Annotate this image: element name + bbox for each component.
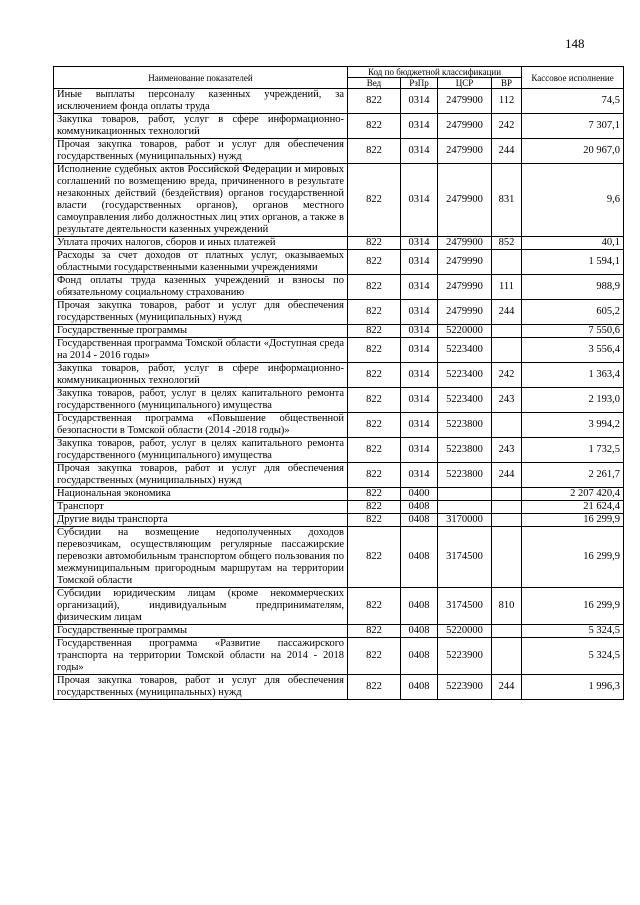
table-row bbox=[54, 388, 624, 413]
cell-csr bbox=[438, 488, 492, 501]
cell-name: Субсидии на возмещение недополученных доходов перевозчикам, осуществляющим регулярные пассажирские перевозки автомобильным транспортом общего пользования по межмуниципальным пригородным маршрутам на территории Томской области bbox=[54, 527, 348, 588]
cell-rzpr: 0314 bbox=[401, 300, 438, 325]
table-row bbox=[54, 164, 624, 237]
cell-amount: 3 556,4 bbox=[522, 338, 624, 363]
cell-rzpr: 0314 bbox=[401, 275, 438, 300]
cell-vr: 852 bbox=[492, 237, 522, 250]
cell-amount: 1 732,5 bbox=[522, 438, 624, 463]
cell-name: Транспорт bbox=[54, 501, 348, 514]
table-row bbox=[54, 488, 624, 501]
cell-vr bbox=[492, 638, 522, 675]
cell-vr bbox=[492, 413, 522, 438]
cell-vr bbox=[492, 625, 522, 638]
cell-csr: 2479900 bbox=[438, 139, 492, 164]
cell-vr: 243 bbox=[492, 388, 522, 413]
cell-name: Закупка товаров, работ, услуг в сфере информационно-коммуникационных технологий bbox=[54, 363, 348, 388]
header-vr: ВР bbox=[492, 78, 522, 89]
page-number: 148 bbox=[565, 36, 585, 51]
cell-rzpr: 0314 bbox=[401, 388, 438, 413]
cell-ved: 822 bbox=[348, 250, 401, 275]
cell-rzpr: 0314 bbox=[401, 89, 438, 114]
cell-ved: 822 bbox=[348, 275, 401, 300]
cell-csr: 5223800 bbox=[438, 438, 492, 463]
cell-amount: 16 299,9 bbox=[522, 588, 624, 625]
table-row bbox=[54, 638, 624, 675]
cell-name: Прочая закупка товаров, работ и услуг для обеспечения государственных (муниципальных) нужд bbox=[54, 463, 348, 488]
header-amount: Кассовое исполнение bbox=[522, 67, 624, 89]
cell-ved: 822 bbox=[348, 514, 401, 527]
cell-ved: 822 bbox=[348, 488, 401, 501]
cell-ved: 822 bbox=[348, 164, 401, 237]
table-row bbox=[54, 275, 624, 300]
cell-name: Прочая закупка товаров, работ и услуг для обеспечения государственных (муниципальных) нужд bbox=[54, 139, 348, 164]
table-row bbox=[54, 250, 624, 275]
cell-rzpr: 0314 bbox=[401, 164, 438, 237]
cell-rzpr: 0314 bbox=[401, 139, 438, 164]
cell-amount: 21 624,4 bbox=[522, 501, 624, 514]
cell-ved: 822 bbox=[348, 463, 401, 488]
cell-amount: 7 307,1 bbox=[522, 114, 624, 139]
cell-ved: 822 bbox=[348, 89, 401, 114]
cell-name: Субсидии юридическим лицам (кроме некоммерческих организаций), индивидуальным предпринимателям, физическим лицам bbox=[54, 588, 348, 625]
cell-csr: 2479900 bbox=[438, 114, 492, 139]
table-row bbox=[54, 588, 624, 625]
cell-amount: 5 324,5 bbox=[522, 638, 624, 675]
cell-ved: 822 bbox=[348, 388, 401, 413]
cell-ved: 822 bbox=[348, 501, 401, 514]
table-row bbox=[54, 438, 624, 463]
cell-csr: 2479990 bbox=[438, 300, 492, 325]
cell-rzpr: 0408 bbox=[401, 675, 438, 700]
table-row bbox=[54, 501, 624, 514]
cell-vr: 242 bbox=[492, 114, 522, 139]
cell-amount: 5 324,5 bbox=[522, 625, 624, 638]
cell-csr: 2479990 bbox=[438, 250, 492, 275]
cell-vr bbox=[492, 250, 522, 275]
cell-vr bbox=[492, 338, 522, 363]
budget-execution-table bbox=[53, 66, 624, 700]
cell-vr: 242 bbox=[492, 363, 522, 388]
cell-rzpr: 0314 bbox=[401, 438, 438, 463]
cell-name: Государственная программа Томской области «Доступная среда на 2014 - 2016 годы» bbox=[54, 338, 348, 363]
cell-vr: 244 bbox=[492, 300, 522, 325]
cell-ved: 822 bbox=[348, 438, 401, 463]
cell-csr: 3170000 bbox=[438, 514, 492, 527]
cell-rzpr: 0408 bbox=[401, 638, 438, 675]
cell-rzpr: 0314 bbox=[401, 363, 438, 388]
cell-ved: 822 bbox=[348, 588, 401, 625]
cell-vr bbox=[492, 514, 522, 527]
cell-ved: 822 bbox=[348, 363, 401, 388]
cell-name: Закупка товаров, работ, услуг в целях капитального ремонта государственного (муниципального) имущества bbox=[54, 438, 348, 463]
cell-vr: 244 bbox=[492, 139, 522, 164]
cell-rzpr: 0314 bbox=[401, 338, 438, 363]
cell-rzpr: 0408 bbox=[401, 625, 438, 638]
cell-rzpr: 0314 bbox=[401, 114, 438, 139]
table-row bbox=[54, 413, 624, 438]
cell-name: Другие виды транспорта bbox=[54, 514, 348, 527]
cell-amount: 1 996,3 bbox=[522, 675, 624, 700]
table-row bbox=[54, 237, 624, 250]
cell-amount: 2 261,7 bbox=[522, 463, 624, 488]
cell-vr bbox=[492, 488, 522, 501]
cell-ved: 822 bbox=[348, 625, 401, 638]
cell-name: Государственные программы bbox=[54, 325, 348, 338]
cell-vr: 831 bbox=[492, 164, 522, 237]
cell-ved: 822 bbox=[348, 638, 401, 675]
cell-name: Фонд оплаты труда казенных учреждений и взносы по обязательному социальному страхованию bbox=[54, 275, 348, 300]
table-row bbox=[54, 338, 624, 363]
cell-ved: 822 bbox=[348, 114, 401, 139]
cell-amount: 605,2 bbox=[522, 300, 624, 325]
cell-ved: 822 bbox=[348, 527, 401, 588]
cell-name: Закупка товаров, работ, услуг в сфере информационно-коммуникационных технологий bbox=[54, 114, 348, 139]
cell-rzpr: 0314 bbox=[401, 237, 438, 250]
table-row bbox=[54, 463, 624, 488]
table-row bbox=[54, 89, 624, 114]
table-row bbox=[54, 675, 624, 700]
header-rzpr: РзПр bbox=[401, 78, 438, 89]
cell-rzpr: 0408 bbox=[401, 588, 438, 625]
table-row bbox=[54, 139, 624, 164]
cell-ved: 822 bbox=[348, 300, 401, 325]
cell-csr: 3174500 bbox=[438, 527, 492, 588]
cell-amount: 16 299,9 bbox=[522, 514, 624, 527]
table-row bbox=[54, 325, 624, 338]
cell-amount: 9,6 bbox=[522, 164, 624, 237]
cell-vr: 111 bbox=[492, 275, 522, 300]
table-row bbox=[54, 300, 624, 325]
cell-amount: 40,1 bbox=[522, 237, 624, 250]
cell-amount: 7 550,6 bbox=[522, 325, 624, 338]
cell-ved: 822 bbox=[348, 325, 401, 338]
header-code-group: Код по бюджетной классификации bbox=[348, 67, 522, 78]
table-row bbox=[54, 527, 624, 588]
cell-rzpr: 0408 bbox=[401, 514, 438, 527]
cell-name: Закупка товаров, работ, услуг в целях капитального ремонта государственного (муниципального) имущества bbox=[54, 388, 348, 413]
cell-ved: 822 bbox=[348, 139, 401, 164]
cell-amount: 1 363,4 bbox=[522, 363, 624, 388]
header-csr: ЦСР bbox=[438, 78, 492, 89]
cell-csr: 5223400 bbox=[438, 363, 492, 388]
table-row bbox=[54, 514, 624, 527]
cell-rzpr: 0408 bbox=[401, 501, 438, 514]
cell-csr: 5223800 bbox=[438, 413, 492, 438]
cell-vr: 810 bbox=[492, 588, 522, 625]
cell-amount: 74,5 bbox=[522, 89, 624, 114]
cell-csr bbox=[438, 501, 492, 514]
cell-csr: 5223900 bbox=[438, 675, 492, 700]
cell-csr: 2479900 bbox=[438, 89, 492, 114]
cell-csr: 3174500 bbox=[438, 588, 492, 625]
cell-csr: 2479900 bbox=[438, 164, 492, 237]
cell-ved: 822 bbox=[348, 413, 401, 438]
cell-vr: 244 bbox=[492, 463, 522, 488]
cell-name: Уплата прочих налогов, сборов и иных платежей bbox=[54, 237, 348, 250]
cell-rzpr: 0314 bbox=[401, 463, 438, 488]
table-row bbox=[54, 625, 624, 638]
cell-ved: 822 bbox=[348, 338, 401, 363]
cell-rzpr: 0408 bbox=[401, 527, 438, 588]
cell-amount: 2 193,0 bbox=[522, 388, 624, 413]
cell-name: Государственные программы bbox=[54, 625, 348, 638]
cell-amount: 2 207 420,4 bbox=[522, 488, 624, 501]
cell-name: Прочая закупка товаров, работ и услуг для обеспечения государственных (муниципальных) нужд bbox=[54, 300, 348, 325]
cell-amount: 3 994,2 bbox=[522, 413, 624, 438]
cell-name: Национальная экономика bbox=[54, 488, 348, 501]
cell-vr: 243 bbox=[492, 438, 522, 463]
table-row bbox=[54, 114, 624, 139]
cell-vr bbox=[492, 527, 522, 588]
cell-csr: 5223900 bbox=[438, 638, 492, 675]
header-ved: Вед bbox=[348, 78, 401, 89]
cell-vr: 244 bbox=[492, 675, 522, 700]
cell-csr: 2479990 bbox=[438, 275, 492, 300]
cell-name: Иные выплаты персоналу казенных учреждений, за исключением фонда оплаты труда bbox=[54, 89, 348, 114]
cell-rzpr: 0314 bbox=[401, 250, 438, 275]
cell-csr: 5223800 bbox=[438, 463, 492, 488]
table-row bbox=[54, 363, 624, 388]
header-name: Наименование показателей bbox=[54, 67, 348, 89]
cell-csr: 5220000 bbox=[438, 325, 492, 338]
cell-csr: 2479900 bbox=[438, 237, 492, 250]
cell-ved: 822 bbox=[348, 237, 401, 250]
cell-rzpr: 0314 bbox=[401, 325, 438, 338]
cell-name: Исполнение судебных актов Российской Федерации и мировых соглашений по возмещению вреда, причиненного в результате незаконных действий (бездействия) органов государственной власти (государственных органов), органов местного самоуправления либо должностных лиц этих органов, а также в результате деятельности казенных учреждений bbox=[54, 164, 348, 237]
cell-amount: 988,9 bbox=[522, 275, 624, 300]
cell-vr bbox=[492, 325, 522, 338]
cell-csr: 5223400 bbox=[438, 388, 492, 413]
cell-name: Государственная программа «Развитие пассажирского транспорта на территории Томской области на 2014 - 2018 годы» bbox=[54, 638, 348, 675]
cell-name: Прочая закупка товаров, работ и услуг для обеспечения государственных (муниципальных) нужд bbox=[54, 675, 348, 700]
cell-vr: 112 bbox=[492, 89, 522, 114]
cell-vr bbox=[492, 501, 522, 514]
cell-rzpr: 0314 bbox=[401, 413, 438, 438]
cell-amount: 16 299,9 bbox=[522, 527, 624, 588]
cell-name: Государственная программа «Повышение общественной безопасности в Томской области (2014 -2018 годы)» bbox=[54, 413, 348, 438]
cell-csr: 5220000 bbox=[438, 625, 492, 638]
cell-amount: 1 594,1 bbox=[522, 250, 624, 275]
cell-name: Расходы за счет доходов от платных услуг, оказываемых областными государственными казенными учреждениями bbox=[54, 250, 348, 275]
cell-ved: 822 bbox=[348, 675, 401, 700]
cell-csr: 5223400 bbox=[438, 338, 492, 363]
cell-rzpr: 0400 bbox=[401, 488, 438, 501]
cell-amount: 20 967,0 bbox=[522, 139, 624, 164]
